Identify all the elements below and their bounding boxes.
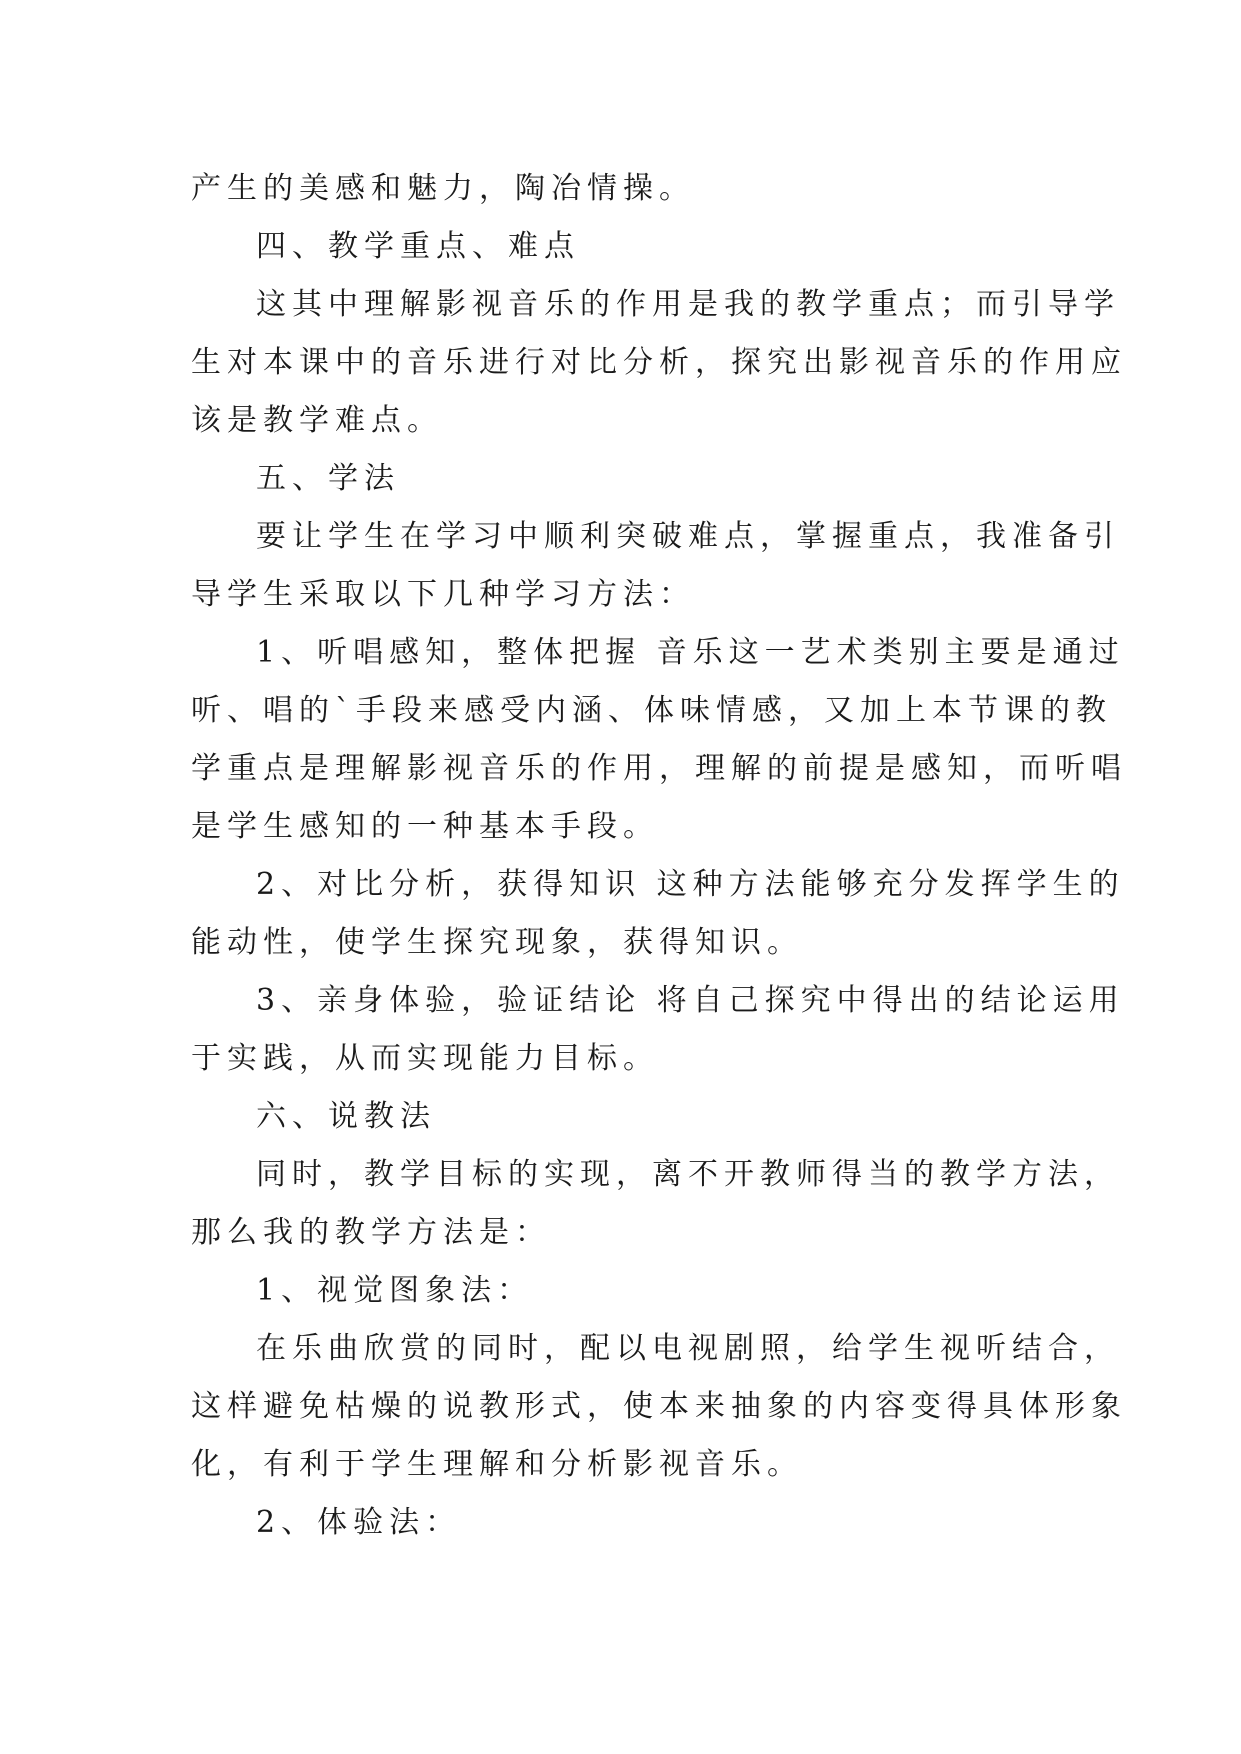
- paragraph-start: 要让学生在学习中顺利突破难点，掌握重点，我准备引: [256, 519, 1120, 554]
- text-line: 这样避免枯燥的说教形式，使本来抽象的内容变得具体形象: [191, 1389, 1127, 1424]
- text-line: 产生的美感和魅力，陶冶情操。: [191, 171, 695, 206]
- paragraph-start: 2、对比分析，获得知识 这种方法能够充分发挥学生的: [256, 867, 1125, 902]
- text-line: 于实践，从而实现能力目标。: [191, 1041, 659, 1076]
- text-line: 导学生采取以下几种学习方法：: [191, 577, 695, 612]
- paragraph-start: 同时，教学目标的实现，离不开教师得当的教学方法，: [256, 1157, 1120, 1192]
- section-heading: 四、教学重点、难点: [256, 229, 580, 264]
- section-heading: 六、说教法: [256, 1099, 436, 1134]
- text-line: 该是教学难点。: [191, 403, 443, 438]
- text-line: 生对本课中的音乐进行对比分析，探究出影视音乐的作用应: [191, 345, 1127, 380]
- text-line: 化，有利于学生理解和分析影视音乐。: [191, 1447, 803, 1482]
- paragraph-start: 在乐曲欣赏的同时，配以电视剧照，给学生视听结合，: [256, 1331, 1120, 1366]
- text-line: 学重点是理解影视音乐的作用，理解的前提是感知，而听唱: [191, 751, 1127, 786]
- text-line: 听、唱的`手段来感受内涵、体味情感，又加上本节课的教: [191, 693, 1112, 728]
- section-heading: 五、学法: [256, 461, 400, 496]
- list-item-heading: 2、体验法：: [256, 1505, 462, 1540]
- text-line: 那么我的教学方法是：: [191, 1215, 551, 1250]
- text-line: 是学生感知的一种基本手段。: [191, 809, 659, 844]
- list-item-heading: 1、视觉图象法：: [256, 1273, 534, 1308]
- paragraph-start: 1、听唱感知，整体把握 音乐这一艺术类别主要是通过: [256, 635, 1125, 670]
- paragraph-start: 3、亲身体验，验证结论 将自己探究中得出的结论运用: [256, 983, 1125, 1018]
- document-body: [191, 160, 1127, 1552]
- text-line: 能动性，使学生探究现象，获得知识。: [191, 925, 803, 960]
- paragraph-start: 这其中理解影视音乐的作用是我的教学重点；而引导学: [256, 287, 1120, 322]
